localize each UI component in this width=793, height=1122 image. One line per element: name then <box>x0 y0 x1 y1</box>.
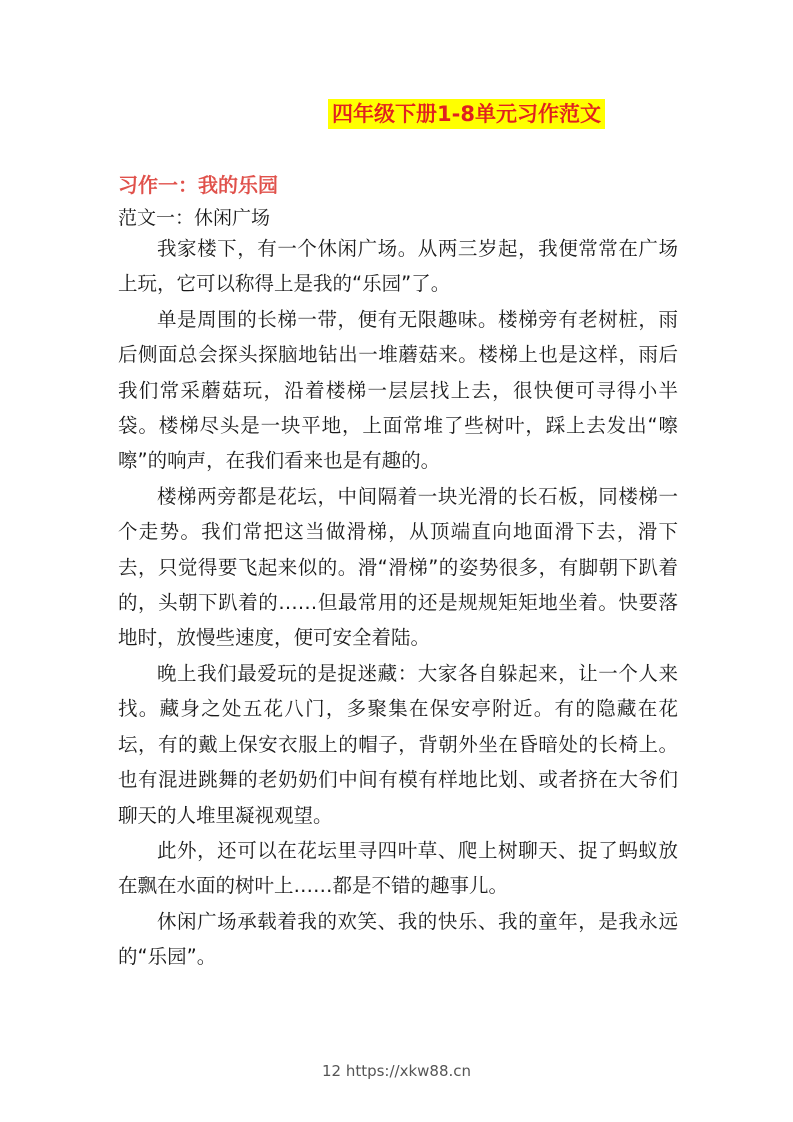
essay-subtitle: 范文一：休闲广场 <box>118 207 271 229</box>
page-footer <box>0 1062 793 1080</box>
document-title: 四年级下册1-8单元习作范文 <box>328 99 605 129</box>
paragraph: 单是周围的长梯一带，便有无限趣味。楼梯旁有老树桩，雨后侧面总会探头探脑地钻出一堆蘑菇来。楼梯上也是这样，雨后我们常采蘑菇玩，沿着楼梯一层层找上去，很快便可寻得小半袋。楼梯尽头是一块平地，上面常堆了些树叶，踩上去发出“嚓嚓”的响声，在我们看来也是有趣的。 <box>118 307 678 473</box>
paragraph: 我家楼下，有一个休闲广场。从两三岁起，我便常常在广场上玩，它可以称得上是我的“乐园”了。 <box>118 237 678 296</box>
paragraph: 此外，还可以在花坛里寻四叶草、爬上树聊天、捉了蚂蚁放在飘在水面的树叶上……都是不错的趣事儿。 <box>118 838 678 898</box>
footer-url[interactable]: https://xkw88.cn <box>345 1062 472 1080</box>
essay-body <box>118 231 678 975</box>
page-number: 12 <box>321 1062 342 1080</box>
paragraph: 休闲广场承载着我的欢笑、我的快乐、我的童年，是我永远的“乐园”。 <box>118 909 678 969</box>
title-container <box>0 99 793 129</box>
paragraph: 晚上我们最爱玩的是捉迷藏：大家各自躲起来，让一个人来找。藏身之处五花八门，多聚集在保安亭附近。有的隐藏在花坛，有的戴上保安衣服上的帽子，背朝外坐在昏暗处的长椅上。也有混进跳舞的老奶奶们中间有模有样地比划、或者挤在大爷们聊天的人堆里凝视观望。 <box>118 661 678 827</box>
paragraph: 楼梯两旁都是花坛，中间隔着一块光滑的长石板，同楼梯一个走势。我们常把这当做滑梯，从顶端直向地面滑下去，滑下去，只觉得要飞起来似的。滑“滑梯”的姿势很多，有脚朝下趴着的，头朝下趴着的……但最常用的还是规规矩矩地坐着。快要落地时，放慢些速度，便可安全着陆。 <box>118 484 678 650</box>
section-heading: 习作一：我的乐园 <box>118 173 278 197</box>
